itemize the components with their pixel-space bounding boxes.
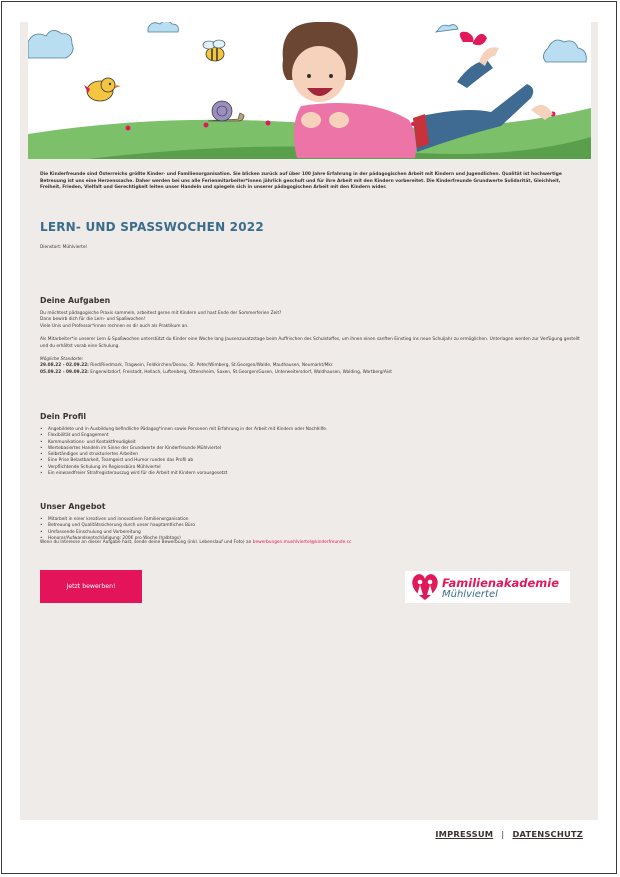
standort-row-2 [40, 370, 585, 376]
bewerbung-text [40, 540, 585, 546]
standort-1-date: 29.08.22 - 02.09.22: [40, 363, 89, 369]
list-item: • Mitarbeit in einer kreativen und innovativen Familienorganisation [40, 517, 585, 523]
bewerbung-email-link[interactable]: bewerbungen.muehlviertel@kinderfreunde.cc [252, 540, 352, 545]
aufgaben-p1: Du möchtest pädagogische Praxis sammeln, arbeitest gerne mit Kindern und hast Ende der Sommerferien Zeit? [40, 311, 282, 316]
list-item: • Flexibilität und Engagement [40, 433, 585, 439]
list-item: • Umfassende Einschulung und Vorbereitung [40, 530, 585, 536]
job-posting-card [20, 22, 598, 820]
angebot-heading: Unser Angebot [40, 502, 106, 511]
aufgaben-p2: Dann bewirb dich für die Lern- und Spaßwochen! [40, 317, 146, 323]
list-item: • Eine Prise Belastbarkeit, Teamgeist und Humor runden das Profil ab [40, 458, 585, 464]
standorte-label: Mögliche Standorte: [40, 357, 84, 363]
profil-list [40, 427, 585, 477]
familienakademie-logo [405, 571, 570, 603]
aufgaben-section [40, 311, 585, 376]
aufgaben-p3: Viele Unis und Professor*innen rechnen es dir auch als Praktikum an. [40, 323, 189, 329]
list-item: • Selbständiges und strukturiertes Arbeiten [40, 452, 585, 458]
standort-2-places: Engerwitzdorf, Freistadt, Hellach, Luftenberg, Ottensheim, Saxen, St.Georgen/Gusen, Unterweitersdorf, Waldhausen, Walding, Wartberg/Aist [90, 369, 392, 375]
list-item: • Betreuung und Qualitätssicherung durch unser hauptamtliches Büro [40, 523, 585, 529]
standort-1-places: Ried/Riedmark, Tragwein, Feldkirchen/Donau, St. Peter/Wimberg, St.Georgen/Walde, Mauthausen, Neumarkt/Mkr. [90, 363, 334, 369]
dienstort: Dienstort: Mühlviertel [40, 245, 87, 250]
aufgaben-heading: Deine Aufgaben [40, 296, 111, 305]
apply-button[interactable]: Jetzt bewerben! [40, 570, 142, 603]
bewerbung-sentence: Wenn du Interesse an dieser Aufgabe hast, sende deine Bewerbung (inkl. Lebenslauf und Foto) an [40, 540, 252, 545]
datenschutz-link[interactable]: DATENSCHUTZ [512, 829, 583, 839]
logo-subtitle: Mühlviertel [442, 589, 498, 600]
footer-nav [435, 829, 583, 839]
heart-logo-icon [409, 571, 441, 603]
list-item: • Kommunikations- und Kontaktfreudigkeit [40, 440, 585, 446]
hero-illustration [28, 22, 591, 159]
angebot-list [40, 517, 585, 542]
list-item: • Verpflichtende Schulung im Regionsbüro Mühlviertel [40, 465, 585, 471]
page-title: LERN- UND SPASSWOCHEN 2022 [40, 220, 264, 234]
profil-section [40, 427, 585, 477]
standort-2-date: 05.09.22 - 09.09.22: [40, 369, 89, 375]
angebot-section [40, 517, 585, 542]
profil-heading: Dein Profil [40, 412, 87, 421]
hero-illustration-art [28, 22, 591, 159]
list-item: • Ein einwandfreier Strafregisterauszug wird für die Arbeit mit Kindern vorausgesetzt [40, 471, 585, 477]
list-item: • Honorar/Aufwandsentschädigung: 200€ pro Woche (halbtags) [40, 536, 585, 542]
impressum-link[interactable]: IMPRESSUM [435, 829, 494, 839]
list-item: • Angebildete und in Ausbildung befindliche Pädagog*innen sowie Personen mit Erfahrung in der Arbeit mit Kindern oder Nachhilfe. [40, 427, 585, 433]
footer-separator: | [501, 829, 505, 839]
logo-name: Familienakademie [442, 576, 560, 590]
intro-text: Die Kinderfreunde sind Österreichs größte Kinder- und Familienorganisation. Sie blicken zurück auf über 100 Jahre Erfahrung in der pädagogischen Arbeit mit Kindern und Jugendlichen. Qualität ist hochwertige Betreuung ist uns eine Herzenssache. Daher werden bei uns alle Ferienmitarbeiter*innen jährlich geschult und für ihre Arbeit mit den Kindern vorbereitet. Die Kinderfreunde Grundwerte Solidarität, Gleichheit, Freiheit, Frieden, Vielfalt und Gerechtigkeit leiten unser Handeln und spiegeln sich in unserer pädagogischen Arbeit mit den Kindern wider. [40, 172, 562, 191]
list-item: • Wertebasiertes Handeln im Sinne der Grundwerte der Kinderfreunde Mühlviertel [40, 446, 585, 452]
aufgaben-p4: Als Mitarbeiter*in unserer Lern & Spaßwochen unterstützt du Kinder eine Woche lang Jausenzusatzstage beim Auffrischen des Schulstoffes, um ihnen einen sanften Einstieg ins neue Schuljahr zu ermöglichen. Unterlagen werden zur Verfügung gestellt und du erhältst vorab eine Schulung. [40, 337, 580, 349]
